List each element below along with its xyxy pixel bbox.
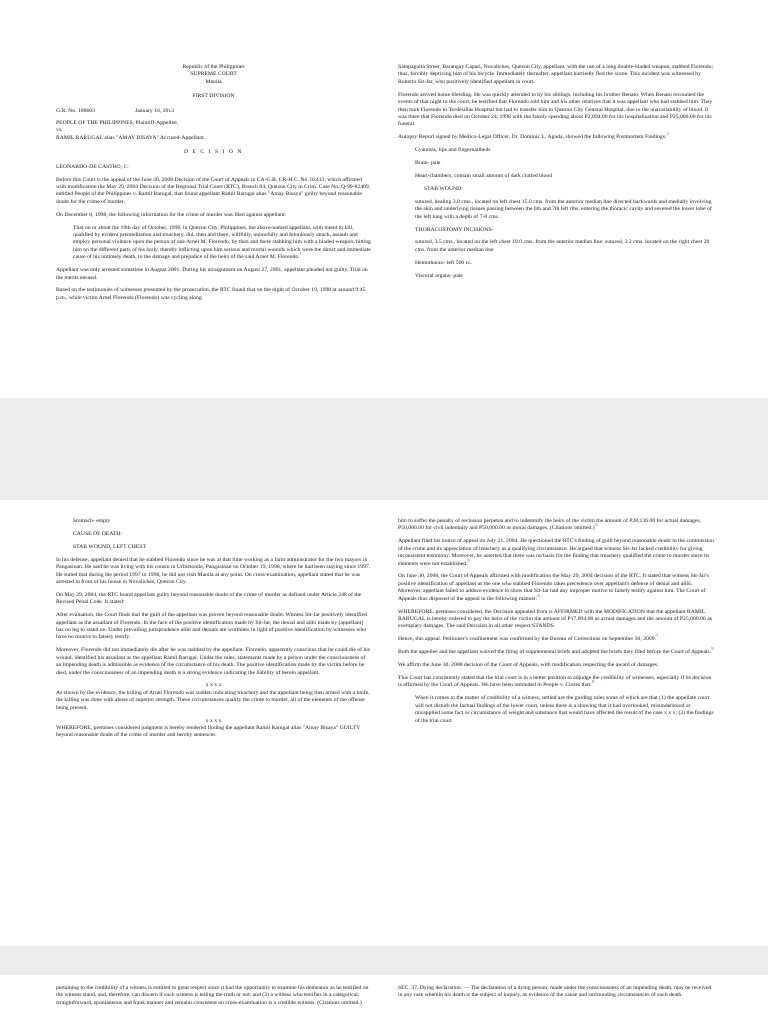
party-plaintiff: PEOPLE OF THE PHILIPPINES, Plaintiff-Appellee,	[56, 120, 179, 127]
paragraph	[398, 131, 716, 141]
paragraph: Before this Court is the appeal of the June 30, 2008 Decision of the Court of Appeals in CA-G.R. CR-H.C. No. 02413, which affirmed with modification the May 29, 2004 Decision of the Regional Trial Court (RTC), Branch 84, Quezon City in Crim. Case No. Q-99-82409, entitled People of the Philippines v. Ramil Rarugal, that found appellant Ramil Rarugal alias "Amay Bisaya" guilty beyond reasonable doubt for the crime of murder.	[56, 176, 371, 205]
stab-wound-text: sutured, healing 3.0 cms., located on left chest 15.0 cms. from the anterior median line directed backwards and medially involving the skin and underlying tissues passing between the 6th and 7th left ribs, entering the thoracic cavity and severed the lower lobe of the left lung with a depth of 7-8 cms.	[415, 198, 712, 220]
paragraph: Moreover, Florendo did not immediately die after he was stabbed by the appellant. Florendo, apparently conscious that he could die of his wound, identified his assailant as the appellant Ramil Rarugal. Under the rules, statements made by a person under the consciousness of an impending death is admissible as evidence of the circumstance of his death. The positive identification made by the victim before he died, under the consciousness of an impending death is a strong evidence indicating the liability of herein appellant.	[56, 647, 371, 676]
paragraph: Based on the testimonies of witnesses presented by the prosecution, the RTC found that on the night of October 19, 1998 at around 9:45 p.m., while victim Arnel Florendo (Florendo) was cycling along	[56, 287, 366, 301]
quoted-paragraph: When it comes to the matter of credibility of a witness, settled are the guiding rules some of which are that (1) the appellate court will not disturb the factual findings of the lower court, unless there is a showing that it had overlooked, misunderstood or misapplied some fact or circumstance of weight and substance that would have affected the result of the case x x x; (2) the findings of the trial court	[415, 695, 714, 724]
footnote-link[interactable]: 9	[591, 679, 594, 685]
footnote-link[interactable]: 7	[656, 633, 659, 639]
stab-wound-heading: STAB WOUND:	[424, 185, 463, 192]
party-accused: RAMIL RARUGAL alias "AMAY BISAYA" Accused-Appellant.	[56, 134, 206, 141]
paragraph-text: him to suffer the penalty of reclusion perpetua and to indemnify the heirs of the victim the amount of P28,136.00 for actual damages, P50,000.00 for civil indemnity and P50,000.00 as moral damages. (Citations omitted.)	[398, 518, 701, 532]
case-header	[56, 108, 371, 115]
paragraph: On May 29, 2004, the RTC found appellant guilty beyond reasonable doubt of the crime of murder as defined under Article 248 of the Revised Penal Code. It stated:	[56, 591, 362, 606]
paragraph-text: Hence, this appeal. Petitioner's confinement was confirmed by the Bureau of Corrections on September 30, 2009.	[398, 636, 656, 643]
page-gap	[0, 398, 768, 500]
page1-left-column	[56, 64, 371, 308]
quote-text: That on or about the 19th day of October, 1998, in Quezon City, Philippines, the above-named appellant, with intent to kill, qualified by evident premeditation and treachery, did, then and there, willfully, unlawfully and feloniously attack, assault and employ personal violence upon the person of one Arnel M. Florendo, by then and there stabbing him with a bladed weapon, hitting him on the different parts of his body, thereby inflicting upon him serious and mortal wounds which were the direct and immediate cause of his untimely death, to the damage and prejudice of the heirs of the said Arnel M. Florendo.	[73, 224, 371, 261]
paragraph	[398, 518, 716, 533]
gr-number: G.R. No. 188603	[56, 107, 96, 114]
paragraph: On December 8, 1998, the following information for the crime of murder was filed against appellant:	[56, 211, 287, 218]
finding-item: Stomach- empty	[73, 518, 111, 524]
paragraph: SEC. 37. Dying declaration. — The declaration of a dying person, made under the consciousness of an impending death, may be received in any case wherein his death is the subject of inquiry, as evidence of the cause and surrounding circumstances of such death.	[398, 985, 712, 999]
paragraph-text: Both the appellee and the appellant waived the filing of supplemental briefs and adopted the briefs they filed before the Court of Appeals.	[398, 649, 712, 656]
footnote-link[interactable]: 3	[666, 131, 669, 137]
information-quote	[56, 225, 371, 262]
finding-item: Brain- pale	[415, 160, 441, 167]
separator: x x x x	[205, 717, 222, 724]
document-page-2	[0, 500, 768, 946]
versus: vs.	[56, 127, 63, 134]
page3-right-column	[398, 985, 716, 1005]
paragraph: In his defense, appellant denied that he stabbed Florendo since he was at that time working as a farm administrator for the two mayors in Pangasinan. He said he was living with his cousin in Urbiztondo, Pangasinan on October 19, 1998, where he had been staying since 1997. He stated that during the period 1997 to 1998, he did not visit Manila at any point. On cross-examination, appellant stated that he was arrested in front of his house in Novaliches, Quezon City.	[56, 556, 371, 585]
finding-item: Hemothorax- left 500 cc.	[415, 259, 473, 266]
division-title: FIRST DIVISION	[192, 93, 235, 100]
paragraph: Florendo arrived home bleeding. He was quickly attended to by his siblings, including his brother Renato. When Renato recounted the events of that night to the court, he testified that Florendo told him and his other relatives that it was appellant who had stabbed him. They then took Florendo to Tordesillas Hospital but had to transfer him to Quezon City General Hospital, due to the unavailability of blood. It was there that Florendo died on October 24, 1998 with the family spending about P2,894.00 for his hospitalization and P25,000.00 for his funeral.	[398, 91, 713, 128]
footnote-link[interactable]: 6	[537, 592, 540, 598]
thoracostomy-heading: THORACOSTOMY INCISIONS-	[415, 226, 494, 233]
paragraph	[398, 646, 716, 656]
page-gap	[0, 946, 768, 975]
paragraph-text: Appellant filed his notice of appeal on July 21, 2004. He questioned the RTC's finding of guilt beyond reasonable doubt in the commission of the crime and its appreciation of treachery as a qualifying circumstance. He argued that witness Sit-Jar lacked credibility for giving inconsistent testimony. Moreover, he asserted that there was no basis for the finding that treachery qualified the crime to murder since its elements were not established.	[398, 538, 714, 567]
decision-title: D E C I S I O N	[184, 149, 243, 156]
decision-date: January 16, 2013	[135, 107, 175, 114]
paragraph: As shown by the evidence, the killing of Arnel Florendo was sudden indicating treachery and the appellant being then armed with a knife, the killing was done with abuse of superior strength. These circumstances qualify the crime to murder, all of the elements of the offense being present.	[56, 689, 370, 711]
paragraph	[398, 633, 716, 643]
paragraph: Sampaguita Street, Barangay Capari, Novaliches, Quezon City, appellant, with the use of a long double-bladed weapon, stabbed Florendo; thus, forcibly depriving him of his bicycle. Immediately thereafter, appellant hurriedly fled the scene. This incident was witnessed by Roberto Sit-Jar, who positively identified appellant in court.	[398, 64, 714, 85]
page2-right-column	[398, 518, 716, 730]
thoracostomy-text: sutured, 3.5 cms., located on the left chest 19.0 cms. from the anterior median line; sutured, 3.2 cms. located on the right chest 20 cms. from the anterior median line	[415, 239, 710, 253]
footnote-link[interactable]: 5	[467, 557, 470, 563]
paragraph: We affirm the June 30, 2008 decision of the Court of Appeals, with modification respecting the award of damages.	[398, 662, 659, 669]
court-city: Manila	[205, 78, 222, 85]
footnote-link[interactable]: 8	[711, 646, 714, 652]
page3-left-column	[56, 985, 371, 1013]
finding-item: Heart-chambers, contain small amount of dark clotted blood	[415, 172, 553, 179]
paragraph-text: On June 30, 2008, the Court of Appeals affirmed with modification the May 29, 2004 decision of the RTC. It stated that witness Sit-Jar's positive identification of appellant as the one who stabbed Florendo takes precedence over appellant's defense of denial and alibi. Moreover, appellant failed to adduce evidence to show that Sit-Jar had any improper motive to falsely testify against him. The Court of Appeals thus disposed of the appeal in the following manner:	[398, 573, 709, 602]
ponente: LEONARDO-DE CASTRO, J.:	[56, 163, 129, 170]
page2-left-column	[56, 518, 371, 745]
cause-text: STAB WOUND, LEFT CHEST	[73, 543, 146, 550]
finding-item: Cyanosis, lips and fingernailbeds	[415, 147, 491, 154]
separator: x x x x	[205, 682, 222, 689]
page1-right-column	[398, 64, 716, 286]
paragraph	[398, 675, 716, 690]
footnote-link[interactable]: 4	[594, 522, 597, 528]
footnote-link[interactable]: 1	[299, 251, 302, 257]
cause-heading: CAUSE OF DEATH:	[73, 530, 122, 537]
document-page-3	[0, 975, 768, 1024]
paragraph: Appellant was only arrested sometime in August 2001. During his arraignment on August 27, 2001, appellant pleaded not guilty. Trial on the merits ensued.	[56, 267, 368, 281]
court-republic: Republic of the Philippines	[182, 64, 245, 70]
paragraph	[398, 538, 716, 568]
paragraph	[398, 573, 716, 603]
paragraph-text: This Court has consistently stated that the trial court is in a better position to adjudge the credibility of witnesses, especially if its decision is affirmed by the Court of Appeals. We have been reminded in People v. Clores that:	[398, 675, 712, 689]
paragraph-text: Autopsy Report signed by Medico-Legal Officer, Dr. Dominic L. Aguda, showed the following Postmortem Findings:	[398, 134, 667, 141]
paragraph: pertaining to the credibility of a witness is entitled to great respect since it had the opportunity to examine his demeanor as he testified on the witness stand, and, therefore, can discern if such witness is telling the truth or not; and (3) a witness who testifies in a categorical, straightforward, spontaneous and frank manner and remains consistent on cross-examination is a credible witness. (Citations omitted.)	[56, 985, 369, 1006]
paragraph: After evaluation, the Court finds that the guilt of the appellant was proven beyond reasonable doubt. Witness Sit-Jar positively identified appellant as the assailant of Florendo. In the face of the positive identification made by Sit-Jar, the denial and alibi made by [appellant] has no leg to stand on. Under prevailing jurisprudence alibi and denials are worthless in light of positive identification by witnesses who have no motive to falsely testify.	[56, 612, 367, 641]
paragraph: WHEREFORE, premises considered judgment is hereby rendered finding the appellant Ramil Rarugal alias "Amay Bisaya" GUILTY beyond reasonable doubt of the crime of murder and hereby sentences	[56, 724, 361, 739]
finding-item: Visceral organs- pale	[415, 272, 463, 279]
paragraph: WHEREFORE, premises considered, the Decision appealed from is AFFIRMED with the MODIFICATION that the appellant RAMIL RARUGAL is hereby ordered to pay the heirs of the victim the amount of P17,894.00 as actual damages and the amount of P25,000.00 as exemplary damages. The said Decision in all other respect STANDS.	[398, 608, 712, 630]
court-name: SUPREME COURT	[190, 71, 237, 78]
document-page-1	[0, 0, 768, 398]
